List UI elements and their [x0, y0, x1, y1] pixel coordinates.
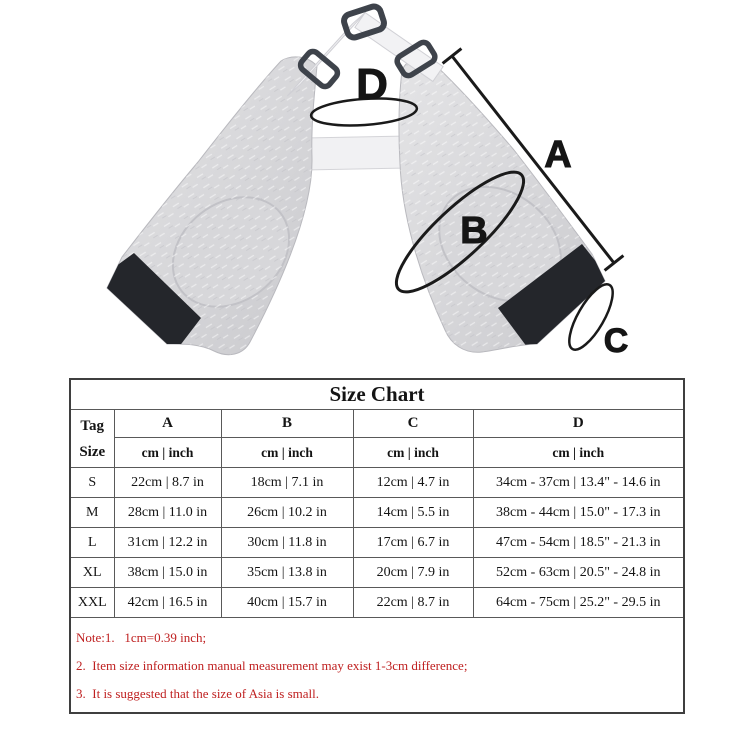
value-c: 14cm | 5.5 in: [353, 498, 473, 528]
column-header-d: D: [473, 410, 684, 438]
size-tag: XXL: [70, 588, 114, 618]
measurement-label-d: D: [356, 60, 388, 109]
measurement-label-c: C: [603, 322, 629, 360]
tag-header-line1: Tag: [80, 417, 105, 434]
unit-header-c: cm | inch: [353, 438, 473, 468]
value-b: 26cm | 10.2 in: [221, 498, 353, 528]
size-tag: XL: [70, 558, 114, 588]
tag-size-header: [70, 410, 114, 468]
column-header-c: C: [353, 410, 473, 438]
size-chart-title: Size Chart: [70, 379, 684, 410]
unit-header-d: cm | inch: [473, 438, 684, 468]
size-row-m: [70, 498, 684, 528]
value-b: 30cm | 11.8 in: [221, 528, 353, 558]
value-b: 35cm | 13.8 in: [221, 558, 353, 588]
value-d: 64cm - 75cm | 25.2" - 29.5 in: [473, 588, 684, 618]
measurement-a-tick-top: [443, 49, 462, 64]
measurement-label-b: B: [460, 210, 488, 252]
value-b: 40cm | 15.7 in: [221, 588, 353, 618]
value-c: 12cm | 4.7 in: [353, 468, 473, 498]
size-tag: M: [70, 498, 114, 528]
value-b: 18cm | 7.1 in: [221, 468, 353, 498]
size-tag: S: [70, 468, 114, 498]
value-d: 52cm - 63cm | 20.5" - 24.8 in: [473, 558, 684, 588]
unit-header-a: cm | inch: [114, 438, 221, 468]
size-tag: L: [70, 528, 114, 558]
value-a: 42cm | 16.5 in: [114, 588, 221, 618]
column-header-b: B: [221, 410, 353, 438]
value-d: 34cm - 37cm | 13.4" - 14.6 in: [473, 468, 684, 498]
chest-band: [305, 136, 409, 170]
notes-cell: [70, 618, 684, 714]
value-a: 22cm | 8.7 in: [114, 468, 221, 498]
size-row-xl: [70, 558, 684, 588]
size-row-l: [70, 528, 684, 558]
note-line-3: 3. It is suggested that the size of Asia is small.: [76, 686, 319, 701]
size-row-xxl: [70, 588, 684, 618]
tag-header-line2: Size: [79, 443, 106, 460]
size-chart-table: [69, 378, 685, 714]
value-d: 47cm - 54cm | 18.5" - 21.3 in: [473, 528, 684, 558]
size-row-s: [70, 468, 684, 498]
measurement-a-tick-bottom: [605, 256, 624, 271]
value-a: 38cm | 15.0 in: [114, 558, 221, 588]
value-a: 28cm | 11.0 in: [114, 498, 221, 528]
note-line-2: 2. Item size information manual measurement may exist 1-3cm difference;: [76, 658, 468, 673]
value-c: 20cm | 7.9 in: [353, 558, 473, 588]
size-chart-section: [69, 378, 683, 714]
column-header-a: A: [114, 410, 221, 438]
value-a: 31cm | 12.2 in: [114, 528, 221, 558]
value-c: 17cm | 6.7 in: [353, 528, 473, 558]
left-shoulder-strap: [287, 12, 365, 96]
measurement-label-a: A: [544, 134, 572, 176]
value-d: 38cm - 44cm | 15.0" - 17.3 in: [473, 498, 684, 528]
unit-header-b: cm | inch: [221, 438, 353, 468]
note-line-1: Note:1. 1cm=0.39 inch;: [76, 630, 207, 645]
value-c: 22cm | 8.7 in: [353, 588, 473, 618]
